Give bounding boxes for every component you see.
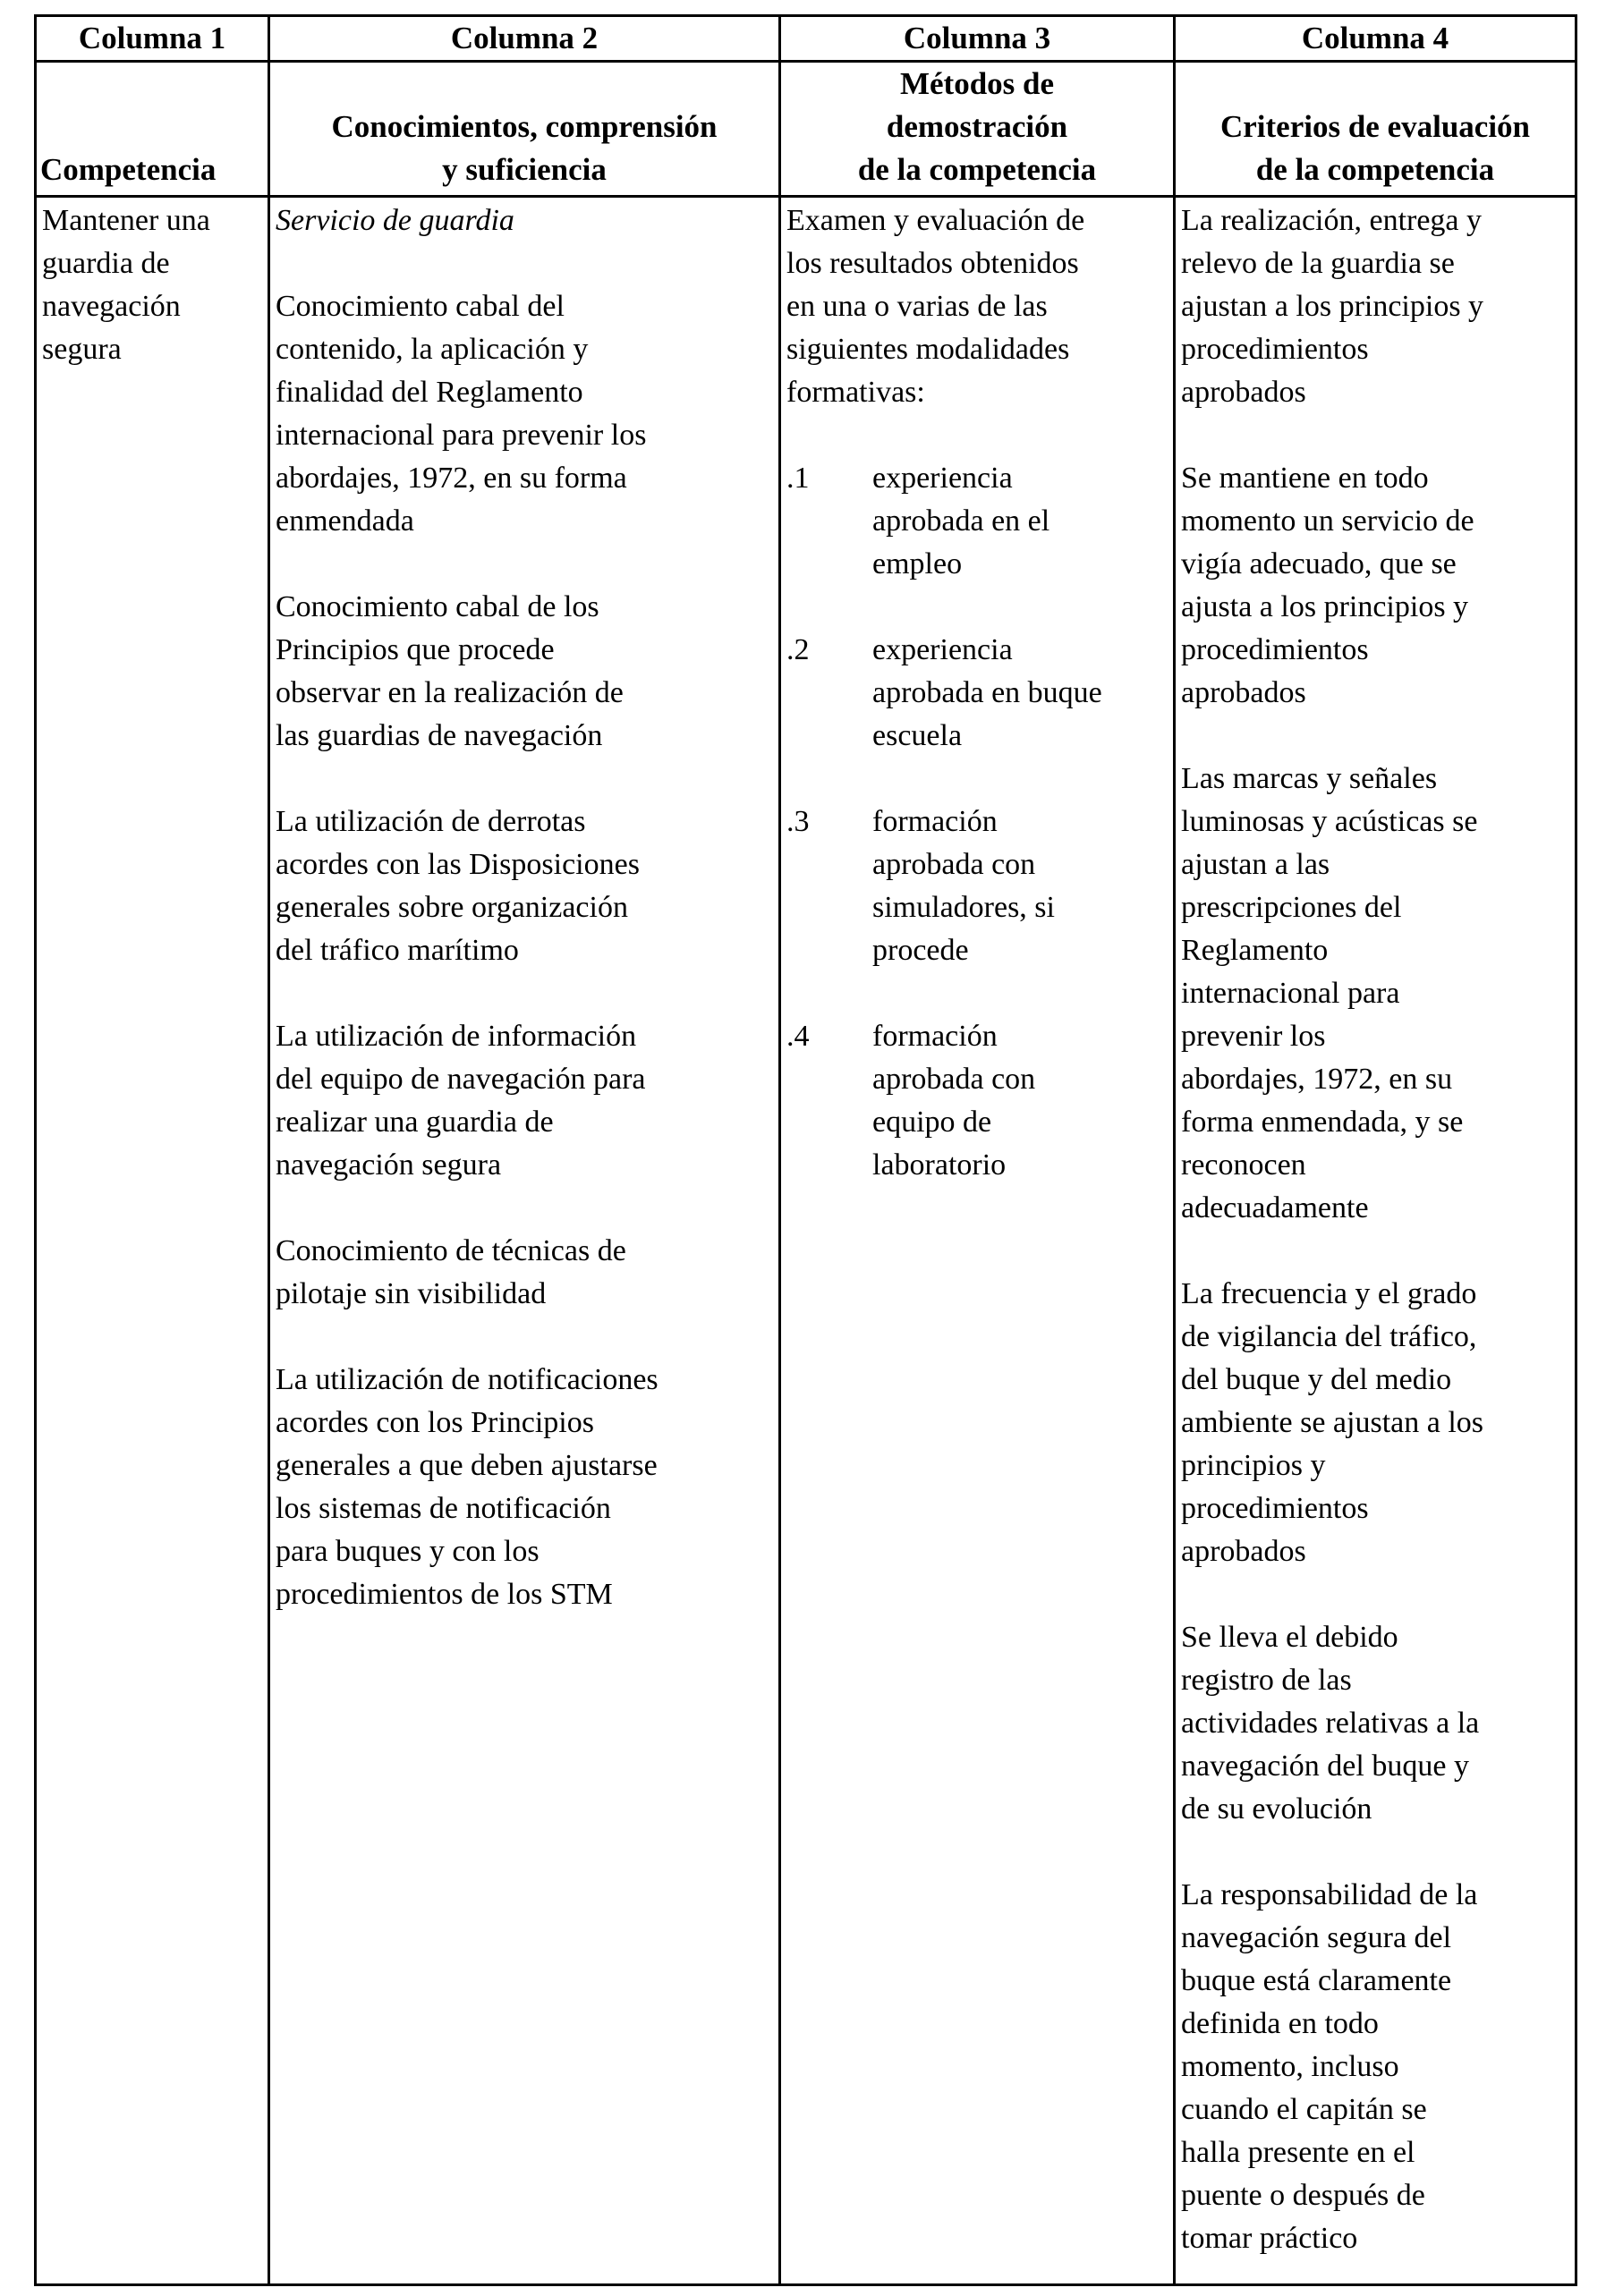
metodos-item [786, 801, 1168, 972]
criterio-item: Se lleva el debido registro de las actividades relativas a la navegación del buque y de su evolución [1181, 1621, 1480, 1826]
conocimientos-item: Conocimiento cabal del contenido, la aplicación y finalidad del Reglamento internacional para prevenir los abordajes, 1972, en su forma enmendada [276, 290, 647, 538]
competence-table [34, 14, 1577, 2286]
column-number-row [36, 16, 1576, 62]
metodos-item [786, 629, 1168, 758]
cell-criterios [1175, 197, 1576, 2285]
header-competencia: Competencia [36, 62, 269, 197]
metodos-item-text: formación aprobada con equipo de laboratorio [872, 1020, 1036, 1182]
header-metodos: Métodos de demostración de la competencia [780, 62, 1175, 197]
metodos-item-number: .4 [786, 1020, 810, 1053]
metodos-item-text: experiencia aprobada en buque escuela [872, 633, 1102, 752]
criterio-item: Las marcas y señales luminosas y acústicas se ajustan a las prescripciones del Reglamento internacional para prevenir los abordajes, 1972, en su forma enmendada, y se reconocen adecuadamente [1181, 762, 1478, 1224]
criterio-item: Se mantiene en todo momento un servicio de vigía adecuado, que se ajusta a los principios y procedimientos aprobados [1181, 462, 1474, 709]
metodos-item-number: .3 [786, 805, 810, 838]
conocimientos-item: La utilización de información del equipo de navegación para realizar una guardia de navegación segura [276, 1020, 646, 1182]
conocimientos-item: La utilización de notificaciones acordes con los Principios generales a que deben ajustarse los sistemas de notificación para buques y con los procedimientos de los STM [276, 1363, 659, 1611]
metodos-item-number: .2 [786, 633, 810, 666]
conocimientos-item: La utilización de derrotas acordes con las Disposiciones generales sobre organización del tráfico marítimo [276, 805, 640, 967]
conocimientos-subheading: Servicio de guardia [276, 204, 514, 237]
cell-metodos [780, 197, 1175, 2285]
conocimientos-item: Conocimiento de técnicas de pilotaje sin visibilidad [276, 1234, 626, 1310]
cell-competencia [36, 197, 269, 2285]
criterio-item: La responsabilidad de la navegación segura del buque está claramente definida en todo momento, incluso cuando el capitán se halla presente en el puente o después de tomar práctico [1181, 1878, 1478, 2255]
conocimientos-item: Conocimiento cabal de los Principios que procede observar en la realización de las guardias de navegación [276, 590, 624, 752]
header-conocimientos: Conocimientos, comprensión y suficiencia [269, 62, 780, 197]
competencia-text: Mantener una guardia de navegación segura [42, 204, 210, 366]
metodos-item-number: .1 [786, 462, 810, 495]
cell-conocimientos [269, 197, 780, 2285]
column-number-2: Columna 2 [269, 16, 780, 62]
metodos-intro: Examen y evaluación de los resultados obtenidos en una o varias de las siguientes modalidades formativas: [786, 204, 1085, 409]
column-header-row [36, 62, 1576, 197]
table-row [36, 197, 1576, 2285]
metodos-item-text: formación aprobada con simuladores, si procede [872, 805, 1055, 967]
metodos-item [786, 457, 1168, 586]
metodos-item [786, 1015, 1168, 1187]
column-number-3: Columna 3 [780, 16, 1175, 62]
column-number-1: Columna 1 [36, 16, 269, 62]
metodos-item-text: experiencia aprobada en el empleo [872, 462, 1050, 580]
header-criterios: Criterios de evaluación de la competencia [1175, 62, 1576, 197]
column-number-4: Columna 4 [1175, 16, 1576, 62]
criterio-item: La realización, entrega y relevo de la guardia se ajustan a los principios y procedimientos aprobados [1181, 204, 1484, 409]
criterio-item: La frecuencia y el grado de vigilancia del tráfico, del buque y del medio ambiente se ajustan a los principios y procedimientos aprobados [1181, 1277, 1484, 1568]
